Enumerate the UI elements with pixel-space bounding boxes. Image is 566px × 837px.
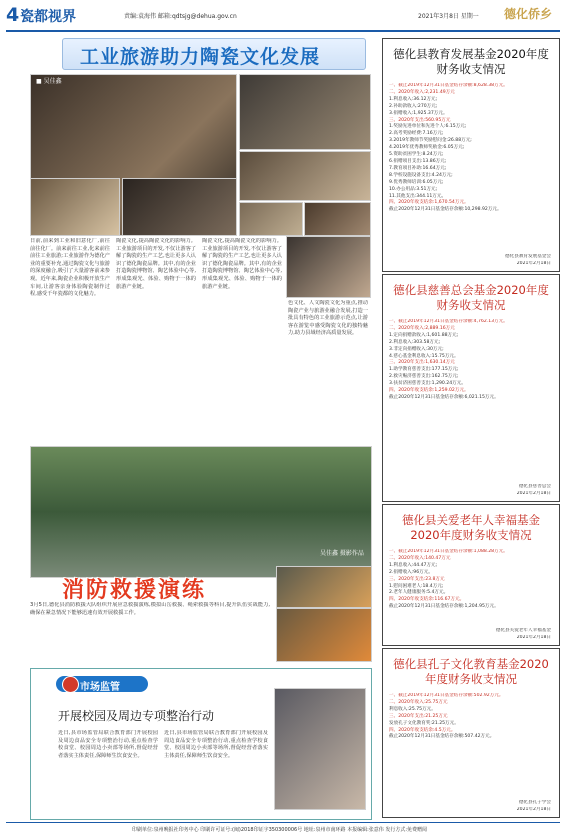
report-line: 2.高考奖励经费:7.16万元; [389, 131, 444, 137]
feature-photo-5 [122, 178, 237, 236]
report-line: 四、2020年收支结余:1,259.02万元。 [389, 388, 469, 394]
issue-date: 2021年3月8日 星期一 [418, 13, 479, 20]
report-line: 3.非定向捐赠收入:30万元; [389, 346, 444, 352]
fund-report-title: 德化县关爱老年人幸福基金2020年度财务收支情况 [402, 513, 540, 542]
header-divider [6, 30, 560, 32]
fund-report-body [389, 549, 553, 625]
report-line: 截止2020年12月31日基金结存余额:6,021.15万元。 [389, 394, 499, 400]
market-body-col1: 近日,县市场监管局联合教育部门开展校园及周边食品安全专项整治行动,重点检查学校食堂、校园周边小卖部等场所,督促经营者落实主体责任,保障师生饮食安全。 [58, 730, 158, 759]
page-number: 4 [6, 4, 20, 26]
feature-body-col2: 陶瓷文化,提高陶瓷文化的影响力。工业旅游项目的开发,不仅让游客了解了陶瓷的生产工艺,也让更多人认识了德化陶瓷品牌。其中,有的企业打造陶瓷博物馆、陶艺体验中心等,形成集观光、体验、购物于一体的旅游产业链。 [116, 238, 196, 290]
report-line: 1.利息收入:44.47万元; [389, 562, 438, 568]
report-date: 2021年2月18日 [516, 635, 551, 641]
emblem-icon [62, 676, 79, 693]
report-line: 1.慰问困难老人:18.4万元; [389, 583, 444, 589]
footer-info: 印刷单位:泉州晚报社印务中心 印刷许可证号:(闽)2018印证字350300006号 地址:泉州市南环路 本报编辑:张意伟 发行方式:免费赠阅 [132, 827, 428, 833]
fund-report-title: 德化县慈善总会基金2020年度财务收支情况 [393, 283, 549, 312]
report-line: 1.定向捐赠款收入:1,601.88万元; [389, 332, 459, 338]
report-date: 2021年2月18日 [516, 491, 551, 497]
report-line: 2.捐赠收入:96万元。 [389, 569, 433, 575]
report-signature: 德化县教育发展基金会 [505, 254, 551, 260]
report-line: 3.捐赠收入:1,925.37万元。 [389, 110, 448, 116]
report-line: 二、2020年收入:140.47万元 [389, 555, 451, 561]
report-line: 一、截止2019年12月31日基金结存余额:4,762.13万元。 [389, 319, 508, 324]
feature-body-col1: 日前,前来到工业和旧意化厂,前往前往化厂。前来前往工业,化来前往前往工业旅游;工业旅游作为德化产业的重要补充,通过陶瓷文化与旅游的深度融合,吸引了大量游客前来参观。近年来,陶瓷企业积极开放生产车间,让游客亲身体验陶瓷制作过程,感受千年瓷都的文化魅力。 [30, 238, 110, 298]
report-line: 2.老年人健康服务:5.4万元。 [389, 590, 449, 596]
market-headline: 开展校园及周边专项整治行动 [58, 709, 215, 723]
market-body-col2: 近日,县市场监管局联合教育部门开展校园及周边食品安全专项整治行动,重点检查学校食堂、校园周边小卖部等场所,督促经营者落实主体责任,保障师生饮食安全。 [164, 730, 268, 759]
report-line: 截止2020年12月31日基金结存余额:507.42万元。 [389, 734, 495, 740]
feature-photo-3 [239, 151, 371, 201]
report-line: 截止2020年12月31日基金结存余额:1,204.95万元。 [389, 604, 499, 610]
market-photo [274, 688, 366, 810]
feature-headline: 工业旅游助力陶瓷文化发展 [80, 46, 321, 68]
feature-photo-2 [239, 74, 371, 150]
fire-drill-headline: 消防救援演练 [62, 578, 207, 603]
report-line: 10.办公用品:3.51万元; [389, 186, 438, 192]
market-tag-label: 市场监管 [80, 682, 120, 693]
report-line: 4.慈心基金利息收入:15.75万元。 [389, 353, 459, 359]
report-line: 一、截止2019年12月31日基金结存余额:8,628.38万元。 [389, 83, 508, 88]
report-line: 三、2020年支出:23.8万元 [389, 576, 445, 582]
report-line: 6.捐赠项目支出:13.86万元; [389, 158, 447, 164]
report-line: 2.救灾赈济慈善支出:162.75万元; [389, 374, 459, 380]
section-title: 瓷都视界 [20, 9, 76, 25]
fire-drill-photo-2 [276, 566, 372, 608]
feature-photo-4 [30, 178, 120, 236]
report-line: 11.其他支出:344.11万元。 [389, 193, 447, 199]
fire-drill-photo-3 [276, 608, 372, 662]
report-line: 3.扶贫济困慈善支出:1,290.24万元。 [389, 381, 466, 387]
report-line: 四、2020年收支结余:1,670.54万元。 [389, 200, 469, 206]
report-line: 1.助学教育慈善支出:177.15万元; [389, 367, 459, 373]
photo-credit: ■ 吴佳鑫 [36, 78, 62, 85]
fund-report-title: 德化县孔子文化教育基金2020年度财务收支情况 [393, 657, 549, 686]
report-line: 二、2020年收入:2,889.16万元 [389, 325, 455, 331]
report-line: 三、2020年支出:560.95万元 [389, 117, 451, 123]
fund-report-title: 德化县教育发展基金2020年度财务收支情况 [393, 47, 549, 76]
report-line: 一、截止2019年12月31日基金结存余额:1,088.28万元。 [389, 549, 508, 554]
report-line: 三、2020年支出:21.25万元 [389, 713, 448, 719]
report-line: 二、2020年收入:2,231.49万元 [389, 89, 455, 95]
editor-info: 责编:袁海伟 邮箱:qdtsjg@dehua.gov.cn [124, 13, 237, 20]
fire-drill-body: 3月5日,德化县消防救援大队组织开展应急救援演练,模拟山岳救援、绳索救援等科目,提升队伍实战能力,确保在紧急情况下能够迅速有效开展救援工作。 [30, 602, 270, 616]
fund-report-4 [382, 648, 560, 818]
report-line: 二、2020年收入:25.75万元 [389, 699, 448, 705]
report-line: 4.2019年优秀教师奖励金:6.05万元; [389, 145, 465, 151]
report-line: 1.利息收入:36.12万元; [389, 96, 438, 102]
report-line: 三、2020年支出:1,630.14万元 [389, 360, 455, 366]
feature-body-col3: 陶瓷文化,提高陶瓷文化的影响力。工业旅游项目的开发,不仅让游客了解了陶瓷的生产工艺,也让更多人认识了德化陶瓷品牌。其中,有的企业打造陶瓷博物馆、陶艺体验中心等,形成集观光、体验、购物于一体的旅游产业链。 [202, 238, 282, 290]
fund-report-body [389, 319, 553, 481]
report-line: 四、2020年收支结余:116.67万元。 [389, 597, 465, 603]
report-signature: 德化县孔子学会 [518, 800, 551, 806]
report-line: 3.2019年教师节奖励慰问金:26.88万元; [389, 138, 472, 144]
masthead [0, 0, 566, 32]
report-signature: 德化县关爱老年人幸福基金 [495, 628, 551, 634]
report-line: 5.资助贫困学生:8.24万元; [389, 152, 444, 158]
newspaper-logo: 德化侨乡 [504, 7, 553, 21]
report-line: 2.利息收入:303.58万元; [389, 339, 441, 345]
report-line: 7.教育项目补助:16.64万元; [389, 165, 447, 171]
fire-photo-caption: 吴佳鑫 摄影作品 [320, 550, 364, 557]
report-date: 2021年2月18日 [516, 261, 551, 267]
feature-body-col4: 色文化、人文陶瓷文化为重点,推动陶瓷产业与旅游业融合发展,打造一批具有特色的工业旅游示范点,让游客在游览中感受陶瓷文化的独特魅力,助力县域经济高质量发展。 [288, 300, 368, 337]
report-line: 截止2020年12月31日基金结存余额:10,298.92万元。 [389, 207, 502, 213]
report-line: 1.奖励先进单位和先进个人:6.15万元; [389, 124, 467, 130]
fund-report-2 [382, 274, 560, 502]
fund-report-body [389, 693, 553, 797]
fund-report-3 [382, 504, 560, 646]
report-line: 四、2020年收支结余:4.5万元。 [389, 727, 456, 733]
report-line: 一、截止2019年12月31日基金结存余额:502.92万元。 [389, 693, 504, 698]
fund-report-1 [382, 38, 560, 272]
report-date: 2021年2月18日 [516, 807, 551, 813]
fire-drill-photo-main [30, 446, 372, 578]
feature-photo-7 [304, 202, 371, 236]
fund-report-body [389, 83, 553, 251]
feature-photo-8 [286, 236, 371, 298]
report-line: 8.学校设施设备支出:4.24万元; [389, 172, 453, 178]
report-line: 利息收入:25.75万元。 [389, 706, 436, 712]
report-line: 9.优秀教师培训:6.05万元; [389, 179, 444, 185]
report-line: 2.补助款收入:270万元; [389, 103, 438, 109]
report-line: 发放孔子文化教育奖:21.25万元。 [389, 720, 459, 726]
feature-photo-6 [239, 202, 303, 236]
report-signature: 德化县慈善总会 [518, 484, 551, 490]
